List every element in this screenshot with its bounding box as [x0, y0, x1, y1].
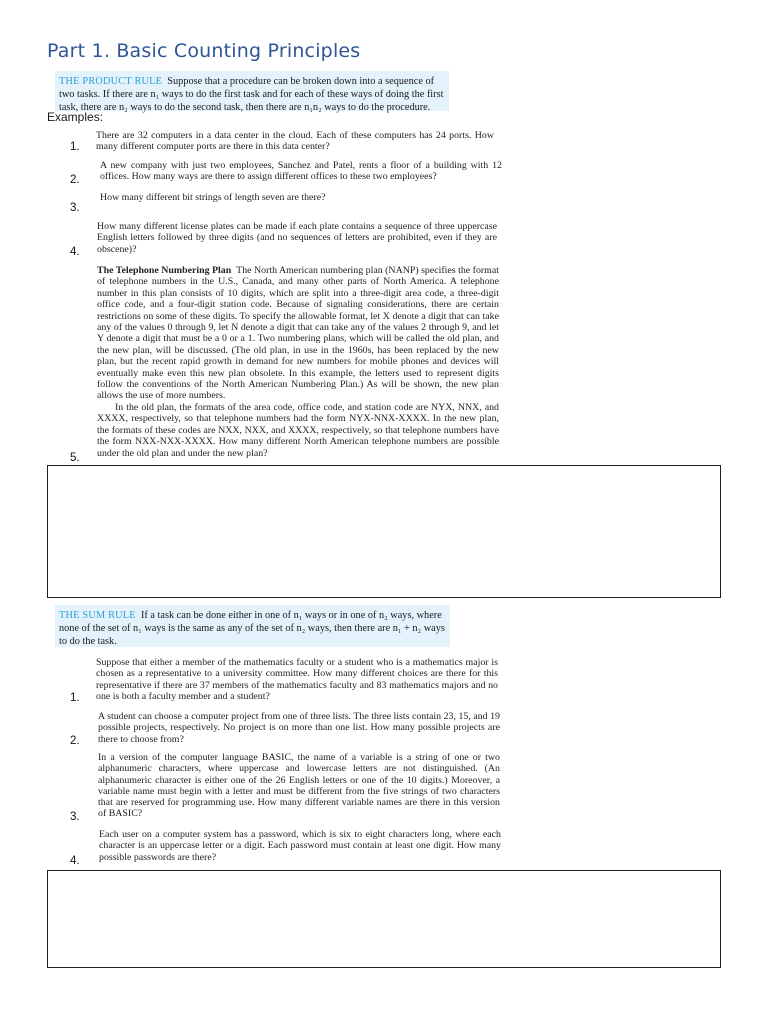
example-number: 3.: [70, 811, 80, 823]
product-rule-name: THE PRODUCT RULE: [59, 76, 163, 87]
example-question: How many different bit strings of length seven are there?: [100, 192, 326, 203]
example-question: A student can choose a computer project from one of three lists. The three lists contain 23, 15, and 19 possible projects, respectively. No project is on more than one list. How many possible projects are there to choose from?: [98, 711, 500, 745]
example-number: 3.: [70, 202, 80, 214]
example-question: Each user on a computer system has a password, which is six to eight characters long, where each character is an uppercase letter or a digit. Each password must contain at least one digit. How many possible passwords are there?: [99, 829, 501, 863]
example-question: In a version of the computer language BASIC, the name of a variable is a string of one or two alphanumeric characters, where uppercase and lowercase letters are not distinguished. (An alphanumeric character is either one of the 26 English letters or one of the 10 digits.) Moreover, a variable name must begin with a letter and must be different from the five strings of two characters that are reserved for programming use. How many different variable names are there in this version of BASIC?: [98, 752, 500, 820]
example-question: Suppose that either a member of the mathematics faculty or a student who is a mathematics major is chosen as a representative to a university committee. How many different choices are there for this representative if there are 37 members of the mathematics faculty and 83 mathematics majors and no one is both a faculty member and a student?: [96, 657, 498, 702]
example-number: 1.: [70, 692, 80, 704]
example-question: A new company with just two employees, Sanchez and Patel, rents a floor of a building with 12 offices. How many ways are there to assign different offices to these two employees?: [100, 160, 502, 183]
telephone-plan-paragraph-2: In the old plan, the formats of the area code, office code, and station code are NYX, NNX, and XXXX, respectively, so that telephone numbers had the form NYX-NNX-XXXX. In the new plan, the formats of these codes are NXX, NXX, and XXXX, respectively, so that telephone numbers have the form NXX-NXX-XXXX. How many different North American telephone numbers are possible under the old plan and under the new plan?: [97, 401, 499, 459]
product-rule-text: Suppose that a procedure can be broken down into a sequence of two tasks. If there are n₁ ways to do the first task and for each of these ways of doing the first task, there are n₂ ways to do the second task, then there are n₁n₂ ways to do the procedure.: [59, 76, 444, 113]
example-number: 2.: [70, 735, 80, 747]
sum-rule-box: [55, 605, 450, 647]
example-question: There are 32 computers in a data center in the cloud. Each of these computers has 24 ports. How many different computer ports are there in this data center?: [96, 130, 494, 153]
example-question: How many different license plates can be made if each plate contains a sequence of three uppercase English letters followed by three digits (and no sequences of letters are prohibited, even if they are obscene)?: [97, 221, 497, 255]
example-number: 2.: [70, 174, 80, 186]
telephone-plan-heading: The Telephone Numbering Plan: [97, 265, 232, 276]
page-title: Part 1. Basic Counting Principles: [47, 40, 361, 62]
example-number: 5.: [70, 452, 80, 464]
example-number: 4.: [70, 855, 80, 867]
answer-box-sum-rule[interactable]: [47, 870, 721, 968]
answer-box-product-rule[interactable]: [47, 465, 721, 598]
example-number: 1.: [70, 141, 80, 153]
sum-rule-text: If a task can be done either in one of n₁ ways or in one of n₂ ways, where none of the set of n₁ ways is the same as any of the set of n₂ ways, then there are n₁ + n₂ ways to do the task.: [59, 610, 445, 647]
product-rule-box: [55, 71, 449, 111]
telephone-plan-paragraph-1: The North American numbering plan (NANP) specifies the format of telephone numbers in the U.S., Canada, and many other parts of North America. A telephone number in this plan consists of 10 digits, which are split into a three-digit area code, a three-digit office code, and a four-digit station code. Because of signaling considerations, there are certain restrictions on some of these digits. To specify the allowable format, let X denote a digit that can take any of the values 0 through 9, let N denote a digit that can take any of the values 2 through 9, and let Y denote a digit that must be a 0 or a 1. Two numbering plans, which will be called the old plan, and the new plan, will be discussed. (The old plan, in use in the 1960s, has been replaced by the new plan, but the recent rapid growth in demand for new numbers for mobile phones and devices will eventually make even this new plan obsolete. In this example, the letters used to represent digits follow the conventions of the North American Numbering Plan.) As will be shown, the new plan allows the use of more numbers.: [97, 265, 499, 402]
telephone-plan-example: [97, 265, 499, 459]
sum-rule-name: THE SUM RULE: [59, 610, 136, 621]
examples-label: Examples:: [47, 110, 104, 124]
example-number: 4.: [70, 246, 80, 258]
